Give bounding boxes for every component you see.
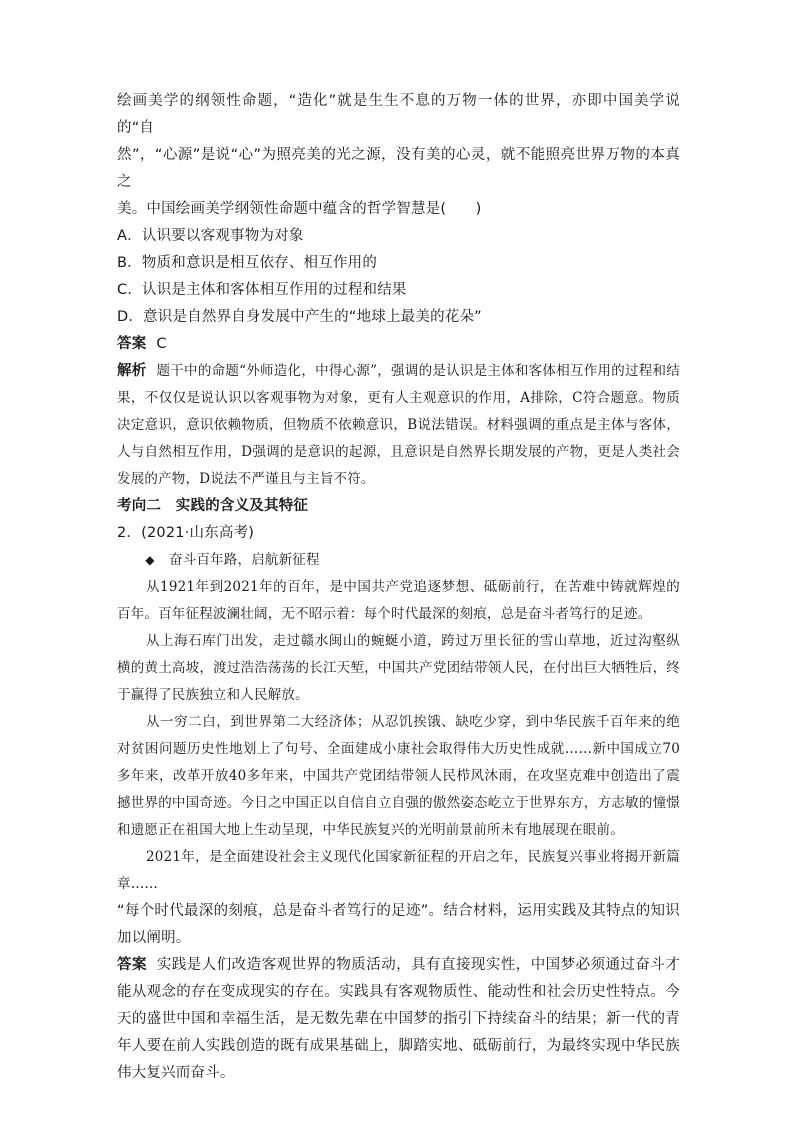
analysis-text: 题干中的命题“外师造化，中得心源”，强调的是认识是主体和客体相互作用的过程和结果，不仅仅是说认识以客观事物为对象，更有人主观意识的作用，A排除，C符合题意。物质决定意识，意识依赖物质，但物质不依赖意识，B说法错误。材料强调的重点是主体与客体，人与自然相互作用，D强调的是意识的起源，且意识是自然界长期发展的产物，更是人类社会发展的产物，D说法不严谨且与主旨不符。 [117,363,680,487]
material-paragraph-3: 从一穷二白，到世界第二大经济体；从忍饥挨饿、缺吃少穿，到中华民族千百年来的绝对贫困问题历史性地划上了句号、全面建成小康社会取得伟大历史性成就……新中国成立70多年来，改革开放40多年来，中国共产党团结带领人民栉风沐雨，在攻坚克难中创造出了震撼世界的中国奇迹。今日之中国正以自信自立自强的傲然姿态屹立于世界东方，方志敏的憧憬和遗愿正在祖国大地上生动呈现，中华民族复兴的光明前景前所未有地展现在眼前。 [117,714,680,838]
material-paragraph-4: 2021年，是全面建设社会主义现代化国家新征程的开启之年，民族复兴事业将揭开新篇章…… [117,849,680,892]
diamond-bullet-icon: ◆ [145,553,155,567]
analysis-label: 解析 [117,363,147,379]
answer-1-label: 答案 [117,336,147,352]
intro-line-3: 美。中国绘画美学纲领性命题中蕴含的哲学智慧是( ) [117,201,482,217]
option-c: C．认识是主体和客体相互作用的过程和结果 [117,282,407,298]
answer-1 [117,331,680,358]
material-title-text: 奋斗百年路，启航新征程 [169,552,320,568]
question-2-prompt: “每个时代最深的刻痕，总是奋斗者笃行的足迹”。结合材料，运用实践及其特点的知识加以阐明。 [117,903,680,946]
answer-1-value: C [156,336,167,352]
answer-2-label: 答案 [117,957,147,973]
answer-2 [117,952,680,1087]
option-d: D．意识是自然界自身发展中产生的“地球上最美的花朵” [117,309,482,325]
question-2-number: 2．(2021·山东高考) [117,525,255,541]
material-title [117,547,680,574]
material-paragraph-1: 从1921年到2021年的百年，是中国共产党追逐梦想、砥砺前行，在苦难中铸就辉煌的百年。百年征程波澜壮阔，无不昭示着：每个时代最深的刻痕，总是奋斗者笃行的足迹。 [117,579,680,622]
option-a: A．认识要以客观事物为对象 [117,228,304,244]
intro-line-1: 绘画美学的纲领性命题，“造化”就是生生不息的万物一体的世界，亦即中国美学说的“自 [117,93,680,136]
document-page [117,88,680,1087]
answer-2-text: 实践是人们改造客观世界的物质活动，具有直接现实性，中国梦必须通过奋斗才能从观念的存在变成现实的存在。实践具有客观物质性、能动性和社会历史性特点。今天的盛世中国和幸福生活，是无数先辈在中国梦的指引下持续奋斗的结果；新一代的青年人要在前人实践创造的既有成果基础上，脚踏实地、砥砺前行，为最终实现中华民族伟大复兴而奋斗。 [117,957,680,1081]
intro-line-2: 然”，“心源”是说“心”为照亮美的光之源，没有美的心灵，就不能照亮世界万物的本真之 [117,147,680,190]
analysis [117,358,680,493]
option-b: B．物质和意识是相互依存、相互作用的 [117,255,378,271]
section-title: 考向二 实践的含义及其特征 [117,498,309,514]
material-paragraph-2: 从上海石库门出发，走过赣水闽山的蜿蜒小道，跨过万里长征的雪山草地，近过沟壑纵横的黄土高坡，渡过浩浩荡荡的长江天堑，中国共产党团结带领人民，在付出巨大牺牲后，终于赢得了民族独立和人民解放。 [117,633,680,703]
